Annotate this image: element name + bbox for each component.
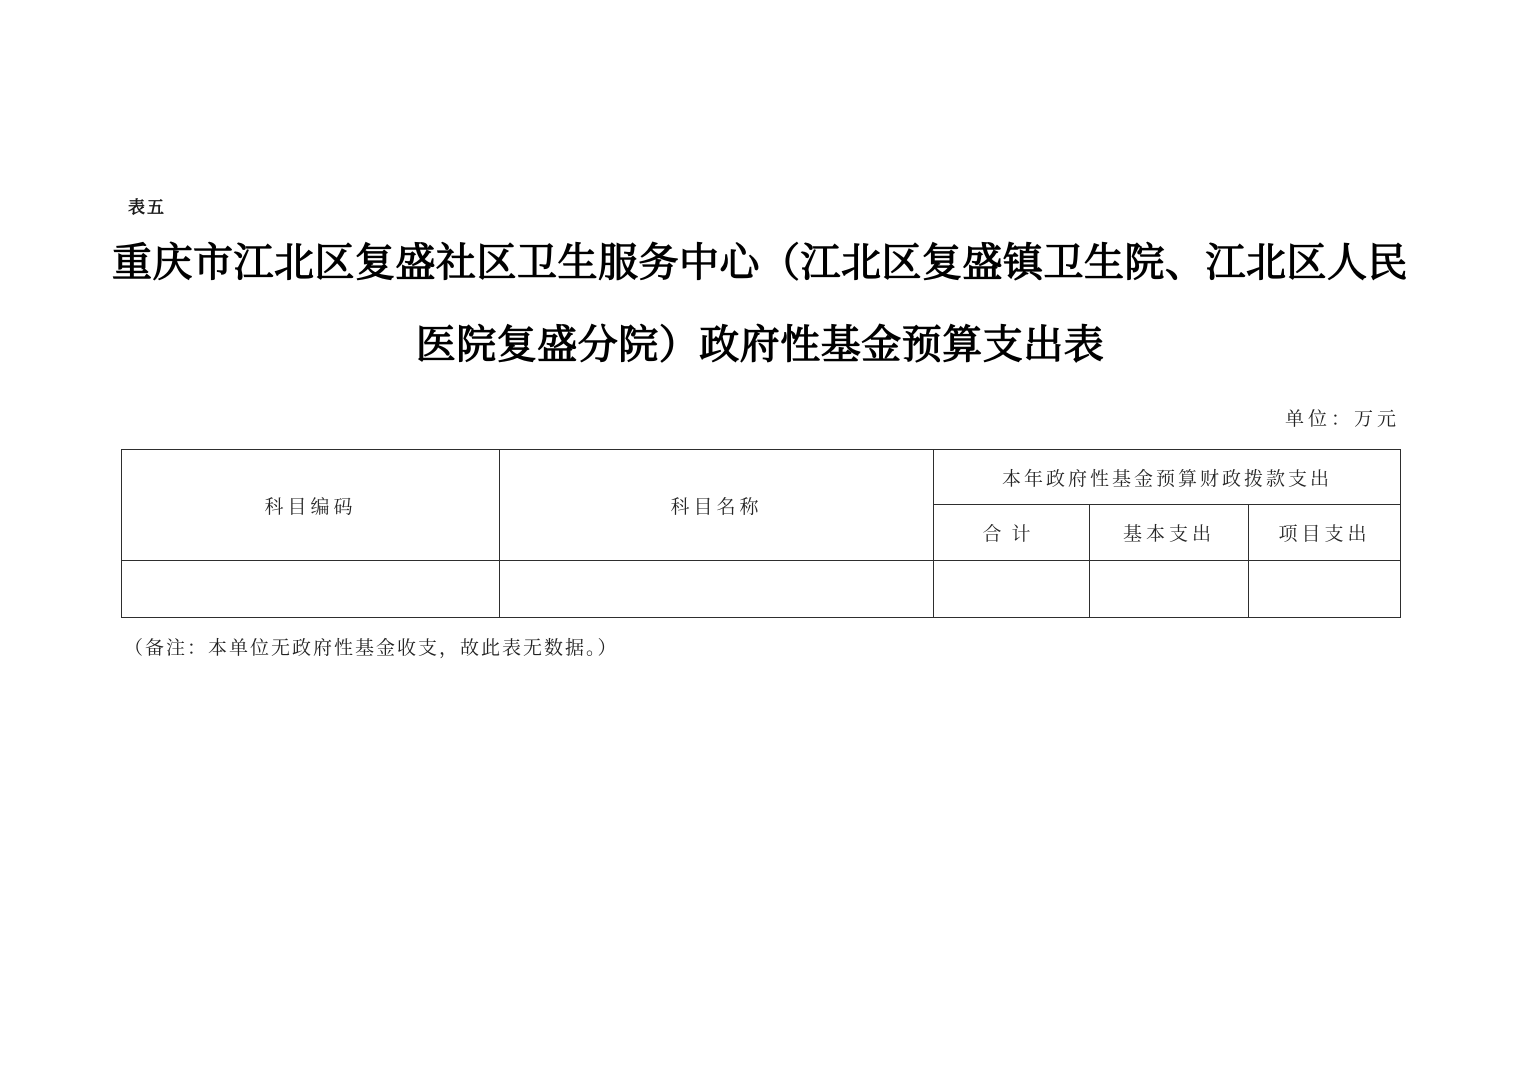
table-header-row-1	[122, 450, 1401, 505]
column-header-subject-name: 科目名称	[500, 450, 934, 561]
cell-project-expenditure	[1249, 561, 1401, 618]
column-header-project-expenditure: 项目支出	[1249, 505, 1401, 561]
column-header-subject-code: 科目编码	[122, 450, 500, 561]
document-title-line-2: 医院复盛分院）政府性基金预算支出表	[415, 322, 1105, 367]
cell-total	[934, 561, 1090, 618]
cell-subject-code	[122, 561, 500, 618]
budget-table	[121, 449, 1401, 618]
footnote: （备注：本单位无政府性基金收支，故此表无数据。）	[124, 638, 619, 659]
document-title-line-1: 重庆市江北区复盛社区卫生服务中心（江北区复盛镇卫生院、江北区人民	[112, 240, 1408, 285]
table-number-label: 表五	[128, 198, 166, 217]
column-group-header-fund-appropriation-expenditure: 本年政府性基金预算财政拨款支出	[934, 450, 1401, 505]
unit-of-measure-label: 单位：万元	[1284, 409, 1400, 430]
column-header-total: 合计	[934, 505, 1090, 561]
column-header-basic-expenditure: 基本支出	[1090, 505, 1249, 561]
cell-subject-name	[500, 561, 934, 618]
cell-basic-expenditure	[1090, 561, 1249, 618]
table-row	[122, 561, 1401, 618]
document-title	[110, 222, 1410, 386]
